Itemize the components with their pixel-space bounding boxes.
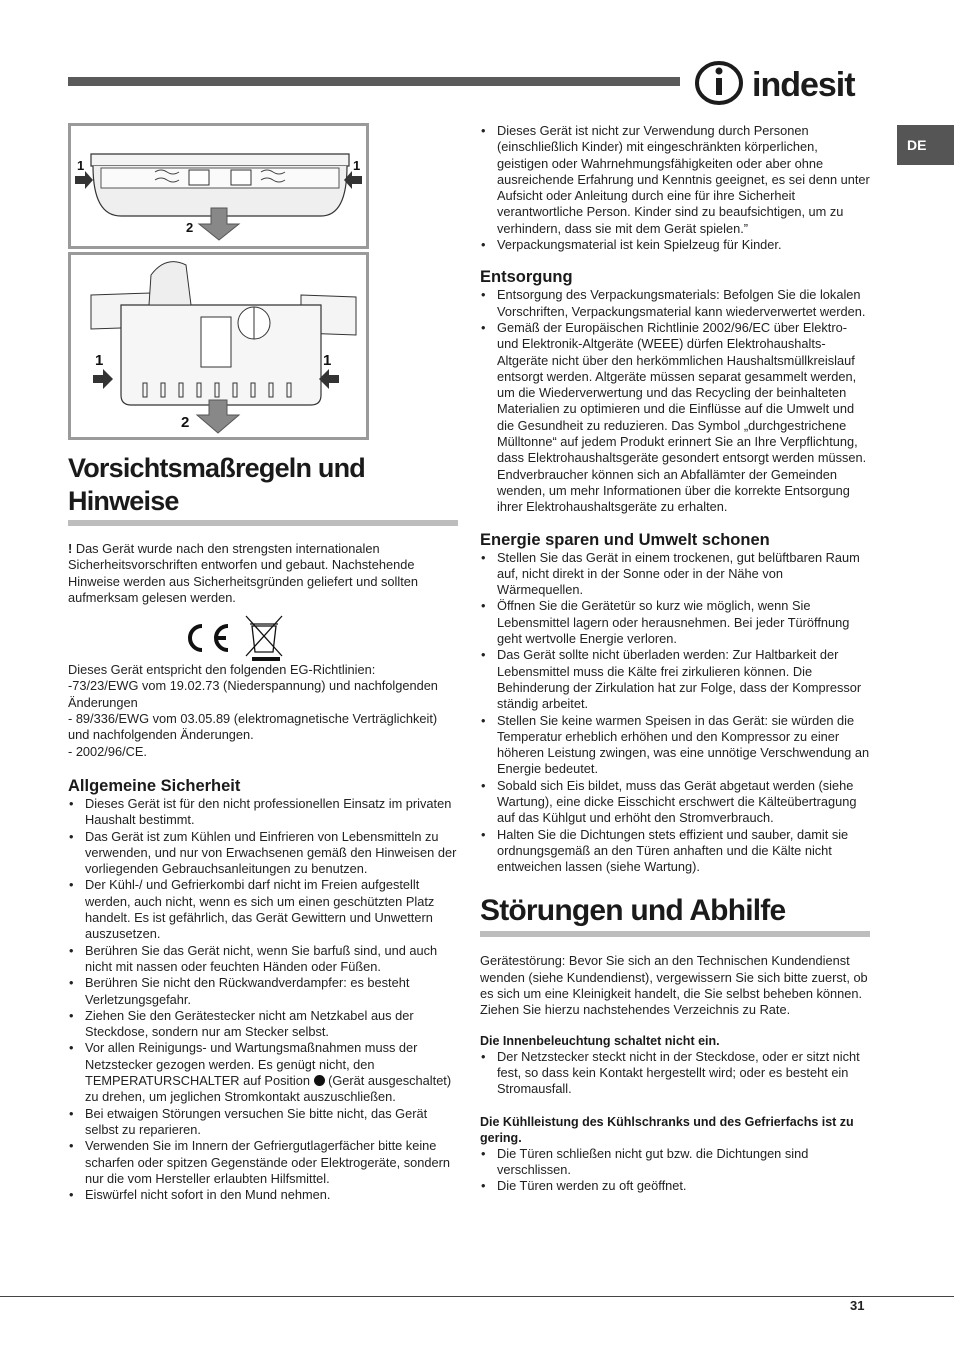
list-item: • Die Türen schließen nicht gut bzw. die Dichtungen sind verschlissen. xyxy=(480,1146,870,1179)
safety-list xyxy=(68,796,458,1203)
list-item: • Öffnen Sie die Gerätetür so kurz wie möglich, wenn Sie Lebensmittel lagern oder herausnehmen. Bei jeder Türöffnung geht wertvolle Energie verloren. xyxy=(480,598,870,647)
page-number: 31 xyxy=(850,1298,865,1313)
list-item: • Eiswürfel nicht sofort in den Mund nehmen. xyxy=(68,1187,458,1203)
list-item: • Verwenden Sie im Innern der Gefriergutlagerfächer bitte keine scharfen oder spitzen Gegenstände oder Elektrogeräte, sondern nur die vom Hersteller erlaubten Hilfsmittel. xyxy=(68,1138,458,1187)
question-heading: Die Innenbeleuchtung schaltet nicht ein. xyxy=(480,1033,720,1048)
list-item: • Der Kühl-/ und Gefrierkombi darf nicht im Freien aufgestellt werden, auch nicht, wenn es sich um einen geschützten Platz handelt. Es ist gefährlich, das Gerät Gewittern und Unwettern auszusetzen. xyxy=(68,877,458,942)
warning-mark: ! xyxy=(68,541,73,556)
directive-line: - 89/336/EWG vom 03.05.89 (elektromagnetische Verträglichkeit) und nachfolgenden Änderungen. xyxy=(68,711,438,743)
directive-line: Dieses Gerät entspricht den folgenden EG-Richtlinien: xyxy=(68,662,376,678)
figure-top xyxy=(68,123,369,249)
directive-line: - 2002/96/CE. xyxy=(68,743,147,759)
figure-label: 2 xyxy=(186,220,194,235)
list-item: • Verpackungsmaterial ist kein Spielzeug für Kinder. xyxy=(480,237,870,253)
list-item: • Dieses Gerät ist nicht zur Verwendung durch Personen (einschließlich Kinder) mit eingeschränkten körperlichen, geistigen oder Wahrnehmungsfähigkeiten oder aber ohne ausreichende Erfahrung und Kenntnis geeignet, es sei denn unter Aufsicht oder Anleitung durch eine für ihre Sicherheit verantwortliche Person. Kinder sind zu beaufsichtigen, um zu verhindern, dass sie mit dem Gerät spielen.” xyxy=(480,123,870,237)
ce-mark-icon xyxy=(190,626,228,650)
shelf-diagram xyxy=(71,126,366,246)
directive-line: -73/23/EWG vom 19.02.73 (Niederspannung) und nachfolgenden Änderungen xyxy=(68,678,438,710)
figure-label: 1 xyxy=(95,352,104,369)
list-item: • Das Gerät ist zum Kühlen und Einfrieren von Lebensmitteln zu verwenden, und nur von Erwachsenen gemäß den Hinweisen der vorliegenden Gebrauchsanleitungen zu benutzen. xyxy=(68,829,458,878)
left-column xyxy=(68,452,458,1203)
crossed-bin-icon xyxy=(246,616,282,656)
list-item: • Entsorgung des Verpackungsmaterials: Befolgen Sie die lokalen Vorschriften, Verpackungsmaterial kann wiederverwertet werden. xyxy=(480,287,870,320)
off-position-icon xyxy=(314,1075,325,1086)
drawer-diagram xyxy=(71,255,366,437)
footer-rule xyxy=(0,1296,954,1297)
list-item: • Das Gerät sollte nicht überladen werden: Zur Haltbarkeit der Lebensmittel muss die Kälte frei zirkulieren können. Die Behinderung der Zirkulation hat zur Folge, dass der Kompressor ständig arbeitet. xyxy=(480,647,870,712)
list-item: • Stellen Sie keine warmen Speisen in das Gerät: sie würden die Temperatur erheblich erhöhen und den Kompressor zu einer höheren Leistung zwingen, was eine unnötige Verschwendung an Energie bedeutet. xyxy=(480,713,870,778)
figure-label: 2 xyxy=(181,414,190,431)
section-title-precautions: Vorsichtsmaßregeln und Hinweise xyxy=(68,452,458,526)
figure-label: 1 xyxy=(353,158,361,173)
answer-list xyxy=(480,1049,870,1098)
section-title-troubleshooting: Störungen und Abhilfe xyxy=(480,893,870,937)
ce-weee-marks xyxy=(180,612,290,662)
list-item: • Vor allen Reinigungs- und Wartungsmaßnahmen muss der Netzstecker gezogen werden. Es genügt nicht, den TEMPERATURSCHALTER auf Position (Gerät ausgeschaltet) zu drehen, um jeglichen Stromkontakt auszuschließen. xyxy=(68,1040,458,1105)
figure-bottom xyxy=(68,252,369,440)
list-item: • Berühren Sie das Gerät nicht, wenn Sie barfuß sind, und auch nicht mit nassen oder feuchten Händen oder Füßen. xyxy=(68,943,458,976)
energy-list xyxy=(480,550,870,876)
list-item: • Gemäß der Europäischen Richtlinie 2002/96/EC über Elektro- und Elektronik-Altgeräte (WEEE) dürfen Elektrohaushalts-Altgeräte nicht über den herkömmlichen Haushaltsmüllkreislauf entsorgt werden. Altgeräte müssen separat gesammelt werden, um die Wiederverwertung und das Recycling der beinhalteten Materialien zu optimieren und die Einflüsse auf die Umwelt und die Gesundheit zu reduzieren. Das Symbol „durchgestrichene Mülltonne“ auf jedem Produkt erinnert Sie an Ihre Verpflichtung, dass Elektrohaushaltsgeräte gesondert entsorgt werden müssen. Endverbraucher können sich an Abfallämter der Gemeinden wenden, um mehr Informationen über die korrekte Entsorgung ihrer Elektrohaushaltsgeräte zu erhalten. xyxy=(480,320,870,516)
heading-disposal: Entsorgung xyxy=(480,268,573,287)
header-bar xyxy=(68,77,680,86)
trouble-intro: Gerätestörung: Bevor Sie sich an den Technischen Kundendienst wenden (siehe Kundendienst), vergewissern Sie sich bitte zuerst, ob es sich um eine Kleinigkeit handelt, die Sie selbst beheben können. Ziehen Sie hierzu nachstehendes Verzeichnis zu Rate. xyxy=(480,953,868,1018)
arrow-right-icon xyxy=(75,171,93,189)
top-list xyxy=(480,123,870,253)
list-item: • Halten Sie die Dichtungen stets effizient und sauber, damit sie ordnungsgemäß an den Türen anhaften und die Kälte nicht entweichen lassen (siehe Wartung). xyxy=(480,827,870,876)
answer-list xyxy=(480,1146,870,1195)
list-item: • Dieses Gerät ist für den nicht professionellen Einsatz im privaten Haushalt bestimmt. xyxy=(68,796,458,829)
disposal-list xyxy=(480,287,870,515)
list-item: • Der Netzstecker steckt nicht in der Steckdose, oder er sitzt nicht fest, so dass kein Kontakt hergestellt wird; oder es besteht ein Stromausfall. xyxy=(480,1049,870,1098)
bin-bar-icon xyxy=(252,657,280,661)
brand-wordmark: indesit xyxy=(752,66,855,104)
arrow-right-icon xyxy=(93,369,113,389)
language-tab: DE xyxy=(897,125,954,165)
figure-label: 1 xyxy=(323,352,332,369)
figure-label: 1 xyxy=(77,158,85,173)
list-item: • Sobald sich Eis bildet, muss das Gerät abgetaut werden (siehe Wartung), eine dicke Eisschicht erschwert die Kälteübertragung auf das Kühlgut und erhöht den Stromverbrauch. xyxy=(480,778,870,827)
list-item: • Ziehen Sie den Gerätestecker nicht am Netzkabel aus der Steckdose, sondern nur am Stecker selbst. xyxy=(68,1008,458,1041)
heading-energy: Energie sparen und Umwelt schonen xyxy=(480,530,770,549)
list-item: • Die Türen werden zu oft geöffnet. xyxy=(480,1178,870,1194)
heading-general-safety: Allgemeine Sicherheit xyxy=(68,776,241,795)
list-item: • Stellen Sie das Gerät in einem trockenen, gut belüftbaren Raum auf, nicht direkt in der Sonne oder in der Nähe von Wärmequellen. xyxy=(480,550,870,599)
question-heading: Die Kühlleistung des Kühlschranks und des Gefrierfachs ist zu gering. xyxy=(480,1114,854,1145)
intro-paragraph: ! Das Gerät wurde nach den strengsten internationalen Sicherheitsvorschriften entworfen und gebaut. Nachstehende Hinweise werden aus Sicherheitsgründen geliefert und sollten aufmerksam gelesen werden. xyxy=(68,541,418,605)
list-item: • Berühren Sie nicht den Rückwandverdampfer: es besteht Verletzungsgefahr. xyxy=(68,975,458,1008)
arrow-left-icon xyxy=(319,369,339,389)
list-item: • Bei etwaigen Störungen versuchen Sie bitte nicht, das Gerät selbst zu reparieren. xyxy=(68,1106,458,1139)
right-column xyxy=(480,123,870,1194)
